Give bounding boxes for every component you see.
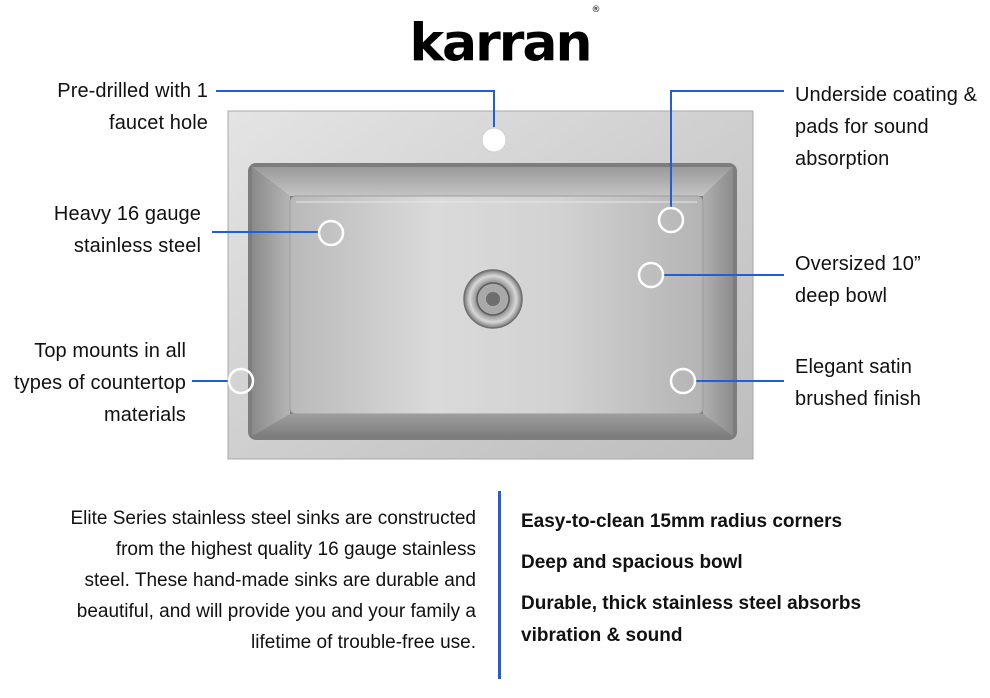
feature-line: Easy-to-clean 15mm radius corners <box>521 511 843 532</box>
drain <box>464 270 522 328</box>
bowl-wall-bottom <box>252 414 733 436</box>
callout-bowl <box>795 248 921 312</box>
description-line: Elite Series stainless steel sinks are constructed <box>70 508 476 529</box>
callout-line: materials <box>103 404 186 426</box>
series-description <box>40 503 476 658</box>
registered-mark: ® <box>591 5 599 15</box>
feature-item <box>521 547 961 579</box>
feature-list <box>521 506 961 661</box>
description-line: lifetime of trouble-free use. <box>251 632 476 653</box>
callout-line: types of countertop <box>13 372 186 394</box>
callout-line: absorption <box>795 148 890 170</box>
bowl-wall-top <box>252 167 733 196</box>
callout-mounts <box>14 335 186 431</box>
callout-gauge <box>54 198 201 262</box>
feature-line: Durable, thick stainless steel absorbs <box>521 593 862 614</box>
brand-name: karran <box>409 13 591 74</box>
callout-finish <box>795 351 921 415</box>
description-line: beautiful, and will provide you and your family a <box>76 601 476 622</box>
callout-line: Heavy 16 gauge <box>53 203 201 225</box>
description-line: steel. These hand-made sinks are durable and <box>84 570 476 591</box>
bowl-wall-left <box>252 167 290 436</box>
feature-line: Deep and spacious bowl <box>521 552 743 573</box>
callout-line: brushed finish <box>795 388 921 410</box>
description-line: from the highest quality 16 gauge stainless <box>115 539 476 560</box>
callout-line: Underside coating & <box>795 84 978 106</box>
feature-item <box>521 506 961 538</box>
callout-line: Pre-drilled with 1 <box>57 80 208 102</box>
callout-line: deep bowl <box>795 285 888 307</box>
callout-faucet-hole <box>57 75 208 139</box>
callout-coating <box>795 79 977 175</box>
callout-line: Oversized 10” <box>795 253 921 275</box>
callout-line: Top mounts in all <box>34 340 186 362</box>
faucet-hole <box>482 128 506 152</box>
drain-center <box>486 292 500 306</box>
feature-line: vibration & sound <box>521 625 683 646</box>
callout-line: stainless steel <box>73 235 201 257</box>
callout-line: pads for sound <box>795 116 929 138</box>
sink-body <box>228 111 753 459</box>
callout-line: faucet hole <box>109 112 208 134</box>
bowl-wall-right <box>703 167 733 436</box>
callout-line: Elegant satin <box>795 356 912 378</box>
section-divider <box>498 491 501 679</box>
feature-item <box>521 588 961 652</box>
